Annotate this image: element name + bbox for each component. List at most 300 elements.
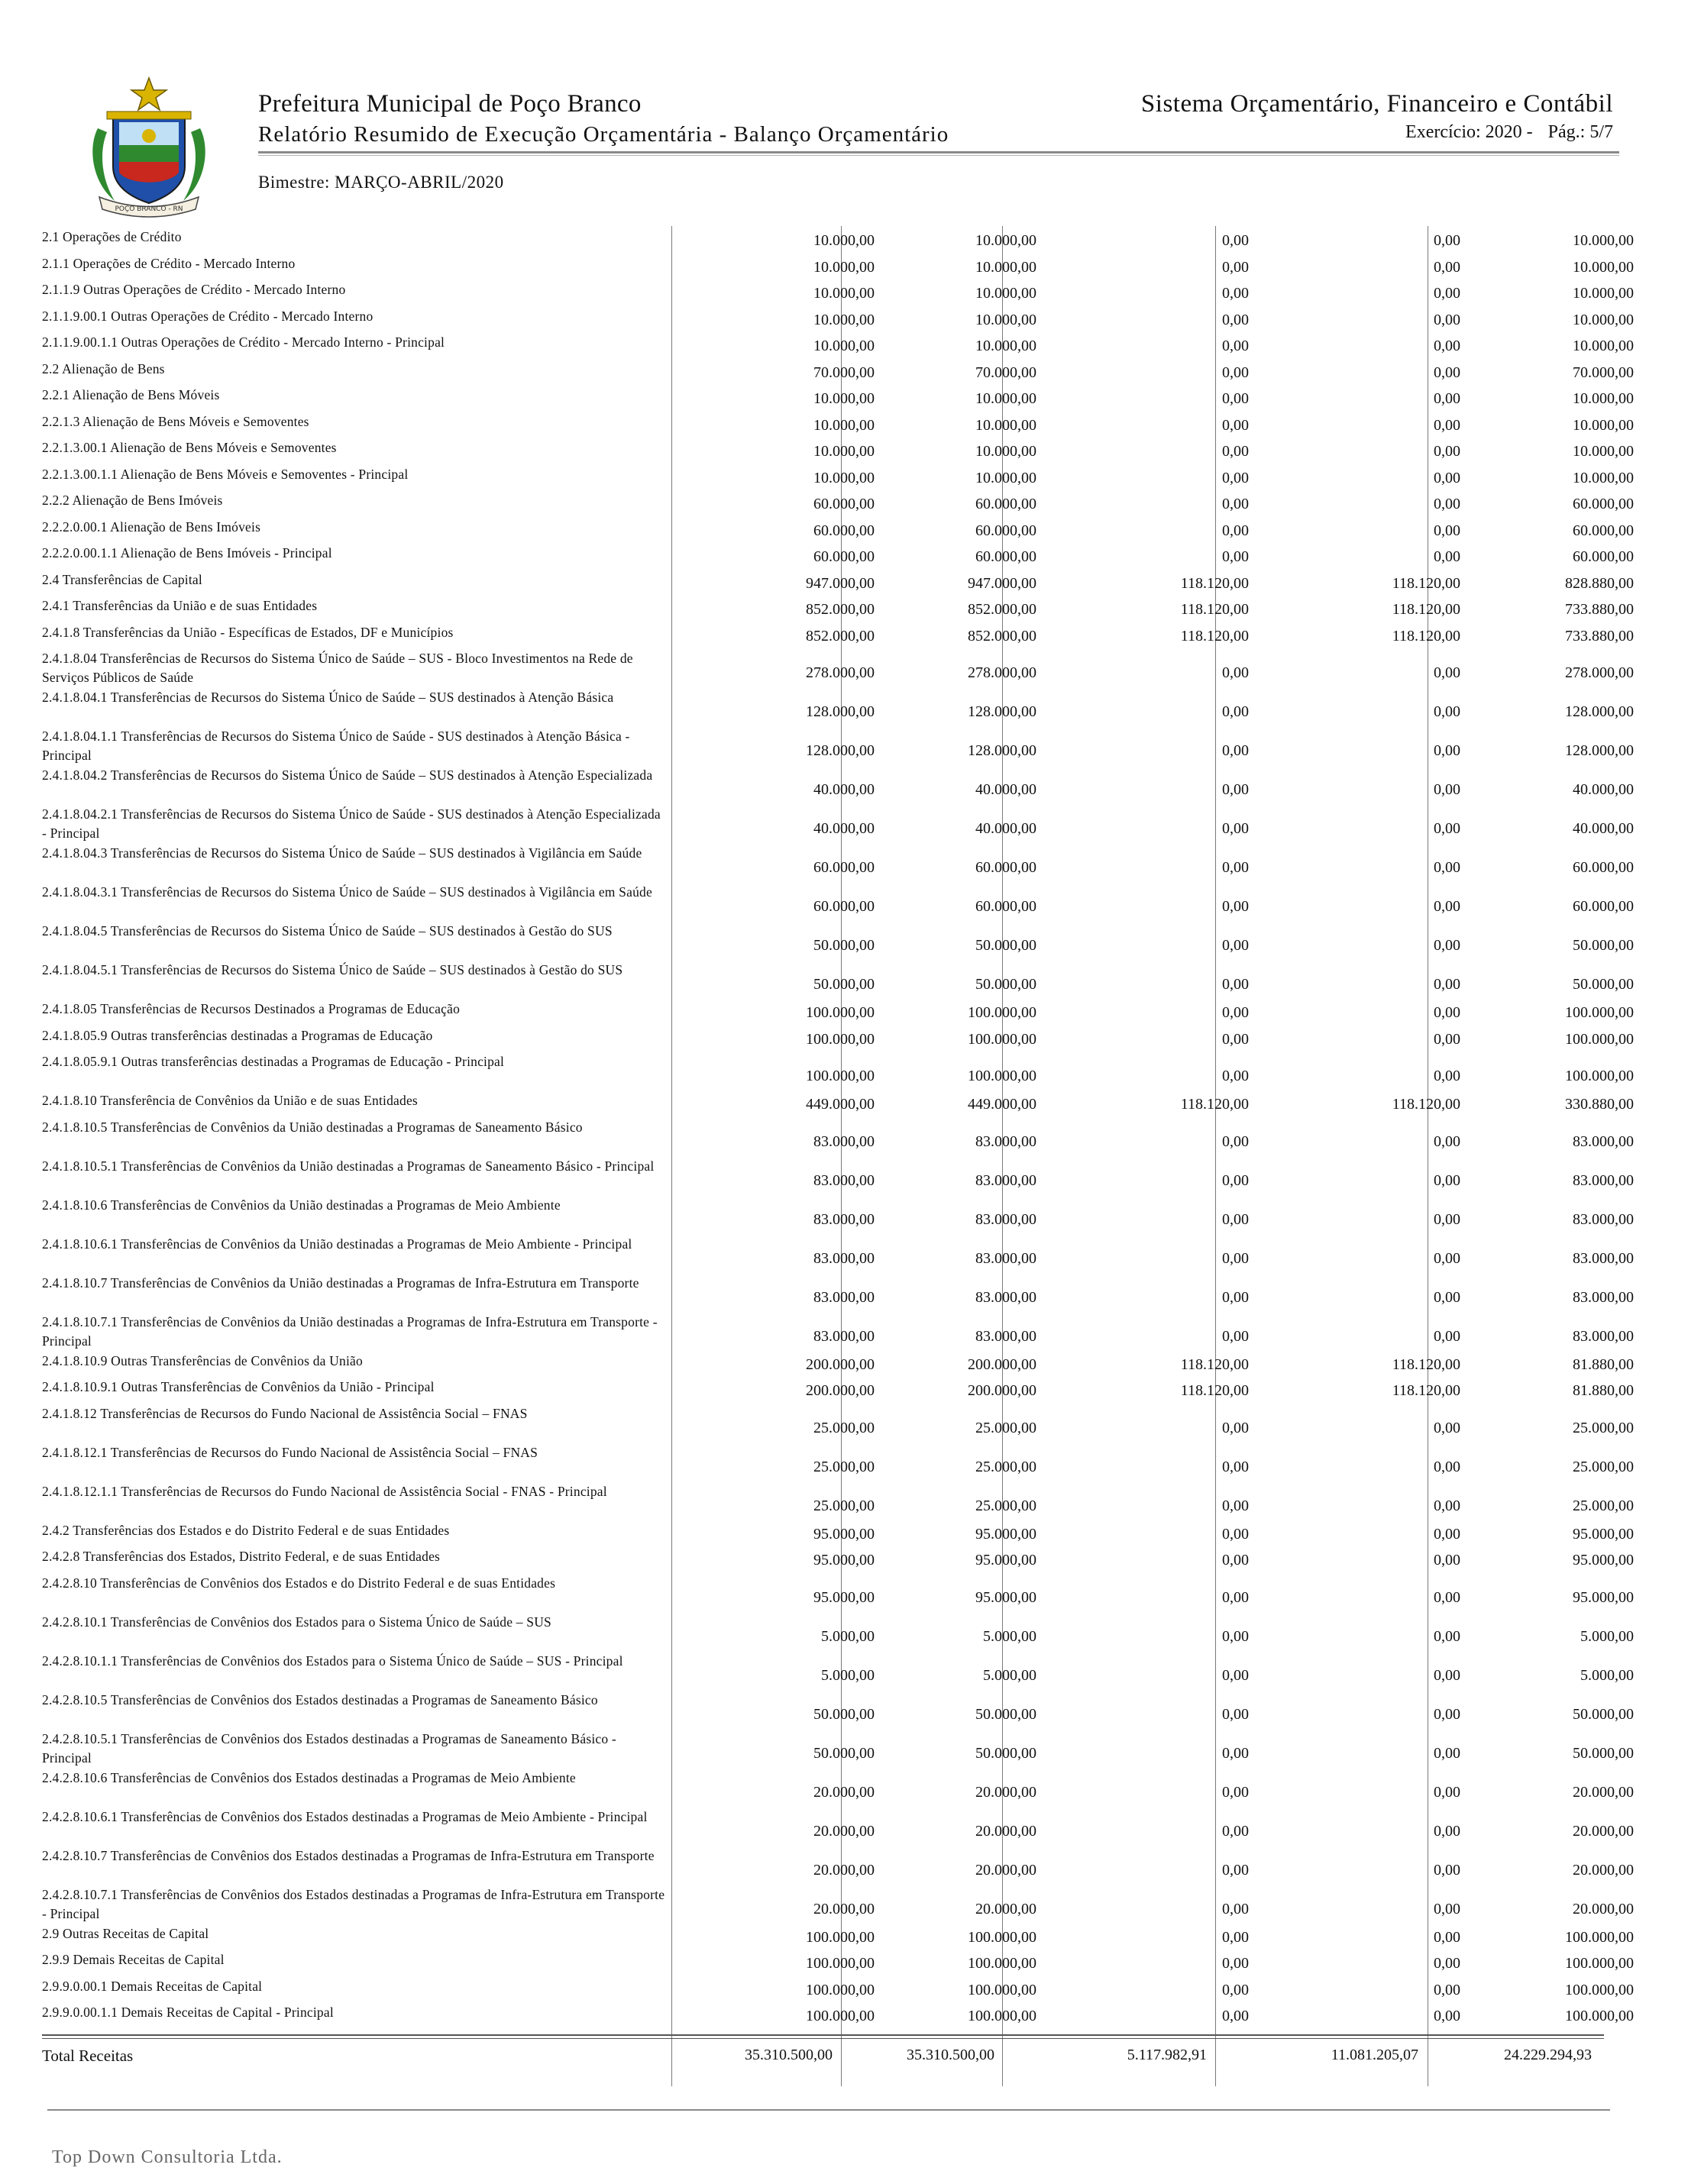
table-row: [42, 1806, 1634, 1845]
row-value-col5: 83.000,00: [1573, 1171, 1634, 1189]
row-value-col5: 128.000,00: [1565, 703, 1634, 720]
row-value-col2: 200.000,00: [968, 1382, 1036, 1399]
row-value-col3: 0,00: [1222, 311, 1249, 328]
table-row: [42, 1845, 1634, 1884]
row-value-col2: 100.000,00: [968, 1030, 1036, 1048]
row-value-col5: 100.000,00: [1565, 1981, 1634, 1998]
row-value-col1: 10.000,00: [813, 443, 875, 460]
row-value-col2: 95.000,00: [975, 1552, 1036, 1569]
row-value-col5: 278.000,00: [1565, 664, 1634, 681]
table-row: [42, 437, 1634, 464]
row-value-col3: 0,00: [1222, 469, 1249, 486]
row-value-col3: 0,00: [1222, 1900, 1249, 1917]
table-row: [42, 998, 1634, 1025]
row-value-col2: 10.000,00: [975, 443, 1036, 460]
row-value-col3: 0,00: [1222, 1458, 1249, 1475]
table-row: [42, 253, 1634, 279]
row-value-col3: 0,00: [1222, 1419, 1249, 1436]
table-row: [42, 358, 1634, 385]
row-value-col3: 118.120,00: [1180, 1096, 1249, 1113]
row-value-col2: 100.000,00: [968, 1068, 1036, 1084]
row-value-col4: 0,00: [1434, 703, 1460, 720]
total-divider: [42, 2034, 1604, 2036]
row-description: 2.4.2.8.10.1 Transferências de Convênios dos Estados para o Sistema Único de Saúde – SUS: [42, 1614, 551, 1630]
row-value-col3: 0,00: [1222, 937, 1249, 954]
row-value-col3: 0,00: [1222, 1955, 1249, 1972]
row-value-col4: 0,00: [1434, 1288, 1460, 1306]
total-value: 35.310.500,00: [907, 2047, 994, 2063]
total-value: 35.310.500,00: [745, 2047, 833, 2063]
row-value-col3: 0,00: [1222, 1783, 1249, 1801]
row-value-col1: 25.000,00: [813, 1419, 875, 1436]
row-value-col1: 100.000,00: [806, 1928, 875, 1946]
row-value-col1: 40.000,00: [813, 781, 875, 798]
row-description: 2.4.2.8.10.7.1 Transferências de Convênios dos Estados destinadas a Programas de Infra-Estrutura em Transporte - Principal: [42, 1886, 665, 1921]
row-value-col4: 0,00: [1434, 311, 1460, 328]
row-value-col5: 60.000,00: [1573, 522, 1634, 539]
table-row: [42, 542, 1634, 569]
row-value-col1: 5.000,00: [821, 1666, 875, 1684]
row-description: 2.4 Transferências de Capital: [42, 571, 202, 587]
row-value-col2: 60.000,00: [975, 898, 1036, 915]
row-value-col5: 10.000,00: [1573, 258, 1634, 276]
row-description: 2.4.2.8.10.6 Transferências de Convênios dos Estados destinadas a Programas de Meio Ambiente: [42, 1769, 576, 1785]
row-value-col5: 81.880,00: [1573, 1382, 1634, 1399]
row-value-col5: 60.000,00: [1573, 548, 1634, 565]
row-value-col5: 60.000,00: [1573, 898, 1634, 915]
row-value-col2: 25.000,00: [975, 1497, 1036, 1514]
table-row: [42, 1403, 1634, 1442]
row-description: 2.4.2.8.10.5 Transferências de Convênios dos Estados destinadas a Programas de Saneamento Básico: [42, 1691, 598, 1707]
row-value-col2: 70.000,00: [975, 363, 1036, 381]
row-description: 2.4.2 Transferências dos Estados e do Distrito Federal e de suas Entidades: [42, 1522, 450, 1538]
row-description: 2.4.1.8.04 Transferências de Recursos do Sistema Único de Saúde – SUS - Bloco Investimentos na Rede de Serviços Públicos de Saúde: [42, 651, 633, 685]
table-row: [42, 1520, 1634, 1546]
row-value-col5: 733.880,00: [1565, 601, 1634, 618]
row-value-col1: 50.000,00: [813, 1744, 875, 1762]
row-value-col4: 0,00: [1434, 285, 1460, 302]
row-description: 2.4.1.8.10 Transferência de Convênios da União e de suas Entidades: [42, 1093, 418, 1108]
budget-table: [42, 226, 1634, 2028]
row-value-col2: 947.000,00: [968, 574, 1036, 592]
row-value-col3: 0,00: [1222, 1030, 1249, 1048]
row-description: 2.1.1 Operações de Crédito - Mercado Interno: [42, 255, 296, 271]
row-value-col4: 0,00: [1434, 1458, 1460, 1475]
row-value-col4: 0,00: [1434, 338, 1460, 354]
row-description: 2.4.1.8.04.1 Transferências de Recursos do Sistema Único de Saúde – SUS destinados à Atenção Básica: [42, 690, 614, 705]
table-row: [42, 331, 1634, 358]
row-value-col3: 0,00: [1222, 664, 1249, 681]
row-value-col1: 100.000,00: [806, 1004, 875, 1021]
row-value-col3: 0,00: [1222, 232, 1249, 249]
row-value-col2: 10.000,00: [975, 416, 1036, 434]
table-row: [42, 411, 1634, 438]
row-value-col4: 0,00: [1434, 937, 1460, 954]
row-value-col4: 0,00: [1434, 1955, 1460, 1972]
row-value-col4: 0,00: [1434, 1861, 1460, 1879]
row-value-col1: 10.000,00: [813, 311, 875, 328]
row-value-col3: 0,00: [1222, 781, 1249, 798]
row-value-col2: 852.000,00: [968, 601, 1036, 618]
row-value-col3: 0,00: [1222, 416, 1249, 434]
table-row: [42, 226, 1634, 253]
row-value-col4: 0,00: [1434, 1900, 1460, 1917]
row-value-col4: 0,00: [1434, 1068, 1460, 1084]
row-value-col5: 10.000,00: [1573, 338, 1634, 354]
row-value-col5: 330.880,00: [1565, 1096, 1634, 1113]
row-value-col1: 100.000,00: [806, 1030, 875, 1048]
row-value-col5: 83.000,00: [1573, 1327, 1634, 1345]
row-description: 2.4.1.8.10.6 Transferências de Convênios da União destinadas a Programas de Meio Ambiente: [42, 1197, 561, 1213]
row-value-col1: 10.000,00: [813, 390, 875, 407]
row-value-col3: 0,00: [1222, 1132, 1249, 1150]
row-value-col1: 100.000,00: [806, 1068, 875, 1084]
row-value-col5: 100.000,00: [1565, 1004, 1634, 1021]
row-value-col3: 0,00: [1222, 1588, 1249, 1606]
row-value-col5: 100.000,00: [1565, 1928, 1634, 1946]
row-value-col4: 0,00: [1434, 976, 1460, 993]
row-value-col2: 200.000,00: [968, 1355, 1036, 1373]
row-description: 2.4.1.8.10.5.1 Transferências de Convênios da União destinadas a Programas de Saneamento Básico - Principal: [42, 1158, 655, 1174]
row-description: 2.4.1.8.12.1 Transferências de Recursos do Fundo Nacional de Assistência Social – FNAS: [42, 1444, 538, 1460]
total-value: 24.229.294,93: [1504, 2047, 1592, 2063]
row-value-col1: 50.000,00: [813, 976, 875, 993]
row-description: 2.4.1.8.10.7 Transferências de Convênios da União destinadas a Programas de Infra-Estrutura em Transporte: [42, 1275, 639, 1291]
row-value-col2: 20.000,00: [975, 1783, 1036, 1801]
row-description: 2.2 Alienação de Bens: [42, 360, 165, 376]
table-row: [42, 305, 1634, 332]
row-value-col3: 0,00: [1222, 1552, 1249, 1569]
row-value-col4: 0,00: [1434, 1030, 1460, 1048]
row-description: 2.4.1.8.04.5 Transferências de Recursos do Sistema Único de Saúde – SUS destinados à Gestão do SUS: [42, 923, 613, 939]
row-value-col4: 0,00: [1434, 742, 1460, 759]
footer-divider: [47, 2109, 1610, 2111]
table-row: [42, 920, 1634, 959]
row-value-col3: 118.120,00: [1180, 601, 1249, 618]
table-row: [42, 1194, 1634, 1233]
row-value-col1: 20.000,00: [813, 1783, 875, 1801]
row-value-col5: 828.880,00: [1565, 574, 1634, 592]
table-row: [42, 516, 1634, 543]
row-description: 2.1.1.9.00.1 Outras Operações de Crédito - Mercado Interno: [42, 308, 373, 324]
row-value-col3: 0,00: [1222, 1288, 1249, 1306]
row-value-col3: 0,00: [1222, 285, 1249, 302]
row-value-col1: 449.000,00: [806, 1096, 875, 1113]
row-value-col1: 10.000,00: [813, 258, 875, 276]
row-value-col4: 0,00: [1434, 1419, 1460, 1436]
table-row: [42, 1311, 1634, 1350]
row-description: 2.2.2.0.00.1 Alienação de Bens Imóveis: [42, 519, 261, 535]
table-row: [42, 1650, 1634, 1689]
row-value-col2: 100.000,00: [968, 1928, 1036, 1946]
row-description: 2.4.1.8 Transferências da União - Específicas de Estados, DF e Municípios: [42, 624, 454, 640]
table-row: [42, 1767, 1634, 1806]
row-value-col5: 100.000,00: [1565, 2008, 1634, 2024]
row-value-col2: 83.000,00: [975, 1171, 1036, 1189]
table-row: [42, 2001, 1634, 2028]
row-value-col4: 0,00: [1434, 1525, 1460, 1543]
row-value-col5: 20.000,00: [1573, 1783, 1634, 1801]
row-value-col4: 0,00: [1434, 1497, 1460, 1514]
row-description: 2.2.1.3.00.1 Alienação de Bens Móveis e Semoventes: [42, 440, 337, 455]
row-value-col1: 50.000,00: [813, 1705, 875, 1723]
row-value-col5: 83.000,00: [1573, 1210, 1634, 1228]
row-value-col3: 0,00: [1222, 742, 1249, 759]
table-row: [42, 803, 1634, 842]
row-value-col5: 25.000,00: [1573, 1419, 1634, 1436]
row-value-col4: 118.120,00: [1392, 601, 1460, 618]
row-value-col5: 733.880,00: [1565, 627, 1634, 645]
page-number: Pág.: 5/7: [1547, 122, 1613, 142]
page-title: Prefeitura Municipal de Poço Branco: [258, 90, 642, 118]
table-row: [42, 1442, 1634, 1481]
row-value-col2: 95.000,00: [975, 1588, 1036, 1606]
row-value-col5: 83.000,00: [1573, 1249, 1634, 1267]
row-value-col5: 95.000,00: [1573, 1588, 1634, 1606]
row-value-col1: 100.000,00: [806, 1955, 875, 1972]
row-value-col5: 50.000,00: [1573, 976, 1634, 993]
exercise-page: [1405, 122, 1613, 143]
row-description: 2.4.2.8.10.1.1 Transferências de Convênios dos Estados para o Sistema Único de Saúde – SUS - Principal: [42, 1653, 623, 1669]
row-value-col4: 118.120,00: [1392, 1382, 1460, 1399]
total-label: Total Receitas: [42, 2047, 134, 2065]
row-value-col4: 0,00: [1434, 1552, 1460, 1569]
row-value-col2: 50.000,00: [975, 1744, 1036, 1762]
header-divider: [258, 151, 1619, 153]
row-value-col1: 5.000,00: [821, 1627, 875, 1645]
row-description: 2.4.1.8.10.5 Transferências de Convênios da União destinadas a Programas de Saneamento Básico: [42, 1119, 583, 1135]
table-row: [42, 1976, 1634, 2002]
row-description: 2.4.1.8.10.9.1 Outras Transferências de Convênios da União - Principal: [42, 1379, 435, 1394]
bimestre-label: Bimestre: MARÇO-ABRIL/2020: [258, 173, 504, 192]
row-value-col2: 83.000,00: [975, 1249, 1036, 1267]
row-value-col5: 95.000,00: [1573, 1525, 1634, 1543]
row-value-col4: 0,00: [1434, 1627, 1460, 1645]
row-description: 2.4.1.8.05.9.1 Outras transferências destinadas a Programas de Educação - Principal: [42, 1054, 505, 1069]
row-value-col1: 60.000,00: [813, 496, 875, 512]
footer-text: Top Down Consultoria Ltda.: [52, 2147, 283, 2167]
row-value-col3: 0,00: [1222, 1525, 1249, 1543]
row-value-col4: 0,00: [1434, 1171, 1460, 1189]
row-value-col3: 0,00: [1222, 1981, 1249, 1998]
row-value-col3: 118.120,00: [1180, 1355, 1249, 1373]
row-value-col1: 60.000,00: [813, 522, 875, 539]
table-row: [42, 1350, 1634, 1377]
row-value-col5: 40.000,00: [1573, 781, 1634, 798]
row-value-col4: 0,00: [1434, 1588, 1460, 1606]
row-value-col4: 0,00: [1434, 2008, 1460, 2024]
row-value-col1: 95.000,00: [813, 1588, 875, 1606]
row-value-col4: 118.120,00: [1392, 627, 1460, 645]
row-value-col4: 0,00: [1434, 522, 1460, 539]
row-value-col5: 81.880,00: [1573, 1355, 1634, 1373]
row-value-col2: 60.000,00: [975, 859, 1036, 876]
row-description: 2.4.2.8 Transferências dos Estados, Distrito Federal, e de suas Entidades: [42, 1549, 441, 1564]
row-value-col3: 118.120,00: [1180, 627, 1249, 645]
row-value-col4: 0,00: [1434, 664, 1460, 681]
row-value-col5: 70.000,00: [1573, 363, 1634, 381]
row-description: 2.1 Operações de Crédito: [42, 229, 182, 244]
row-value-col1: 83.000,00: [813, 1210, 875, 1228]
row-value-col5: 60.000,00: [1573, 496, 1634, 512]
row-value-col3: 0,00: [1222, 363, 1249, 381]
table-row: [42, 648, 1634, 687]
row-value-col2: 100.000,00: [968, 1004, 1036, 1021]
row-value-col4: 0,00: [1434, 548, 1460, 565]
table-row: [42, 764, 1634, 803]
row-value-col2: 95.000,00: [975, 1525, 1036, 1543]
row-value-col2: 10.000,00: [975, 390, 1036, 407]
municipal-crest-icon: [84, 75, 214, 220]
row-value-col5: 10.000,00: [1573, 285, 1634, 302]
row-value-col3: 0,00: [1222, 1627, 1249, 1645]
row-value-col4: 0,00: [1434, 469, 1460, 486]
row-description: 2.2.1 Alienação de Bens Móveis: [42, 387, 220, 402]
row-description: 2.4.1.8.10.6.1 Transferências de Convênios da União destinadas a Programas de Meio Ambiente - Principal: [42, 1236, 632, 1252]
table-row: [42, 1481, 1634, 1520]
row-value-col1: 60.000,00: [813, 859, 875, 876]
table-row: [42, 1572, 1634, 1611]
row-description: 2.4.1.8.04.2.1 Transferências de Recursos do Sistema Único de Saúde - SUS destinados à Atenção Especializada - Principal: [42, 806, 661, 841]
row-value-col3: 0,00: [1222, 1171, 1249, 1189]
row-value-col5: 20.000,00: [1573, 1861, 1634, 1879]
table-row: [42, 1051, 1634, 1090]
row-value-col4: 0,00: [1434, 1705, 1460, 1723]
row-value-col5: 50.000,00: [1573, 937, 1634, 954]
row-value-col1: 25.000,00: [813, 1458, 875, 1475]
row-description: 2.4.1 Transferências da União e de suas Entidades: [42, 598, 318, 613]
row-value-col3: 0,00: [1222, 1861, 1249, 1879]
row-value-col2: 852.000,00: [968, 627, 1036, 645]
row-value-col5: 50.000,00: [1573, 1744, 1634, 1762]
row-value-col3: 0,00: [1222, 898, 1249, 915]
row-value-col2: 20.000,00: [975, 1900, 1036, 1917]
row-value-col4: 0,00: [1434, 416, 1460, 434]
row-value-col2: 5.000,00: [983, 1627, 1036, 1645]
row-value-col1: 95.000,00: [813, 1552, 875, 1569]
row-value-col1: 83.000,00: [813, 1327, 875, 1345]
row-value-col5: 60.000,00: [1573, 859, 1634, 876]
table-row: [42, 595, 1634, 622]
row-value-col1: 200.000,00: [806, 1382, 875, 1399]
row-description: 2.9.9.0.00.1.1 Demais Receitas de Capital - Principal: [42, 2005, 334, 2020]
row-value-col2: 449.000,00: [968, 1096, 1036, 1113]
row-value-col5: 128.000,00: [1565, 742, 1634, 759]
row-description: 2.4.1.8.04.1.1 Transferências de Recursos do Sistema Único de Saúde - SUS destinados à Atenção Básica - Principal: [42, 729, 630, 763]
row-value-col1: 128.000,00: [806, 703, 875, 720]
table-row: [42, 687, 1634, 725]
row-value-col4: 0,00: [1434, 1210, 1460, 1228]
row-description: 2.4.2.8.10.5.1 Transferências de Convênios dos Estados destinadas a Programas de Saneamento Básico - Principal: [42, 1730, 616, 1766]
table-row: [42, 1155, 1634, 1194]
row-value-col4: 0,00: [1434, 232, 1460, 249]
row-value-col5: 10.000,00: [1573, 390, 1634, 407]
row-description: 2.4.2.8.10.6.1 Transferências de Convênios dos Estados destinadas a Programas de Meio Ambiente - Principal: [42, 1808, 648, 1824]
row-value-col4: 0,00: [1434, 820, 1460, 837]
row-value-col1: 60.000,00: [813, 548, 875, 565]
row-value-col4: 0,00: [1434, 1928, 1460, 1946]
row-value-col4: 0,00: [1434, 781, 1460, 798]
row-value-col1: 83.000,00: [813, 1249, 875, 1267]
table-row: [42, 1546, 1634, 1572]
row-value-col4: 0,00: [1434, 1132, 1460, 1150]
table-row: [42, 725, 1634, 764]
row-value-col2: 60.000,00: [975, 548, 1036, 565]
row-description: 2.4.1.8.10.7.1 Transferências de Convênios da União destinadas a Programas de Infra-Estrutura em Transporte - Principal: [42, 1313, 658, 1349]
table-row: [42, 1689, 1634, 1728]
table-row: [42, 384, 1634, 411]
row-value-col1: 10.000,00: [813, 416, 875, 434]
table-row: [42, 569, 1634, 596]
row-value-col2: 10.000,00: [975, 469, 1036, 486]
table-row: [42, 1116, 1634, 1155]
row-value-col3: 0,00: [1222, 1928, 1249, 1946]
row-value-col1: 278.000,00: [806, 664, 875, 681]
row-value-col1: 20.000,00: [813, 1822, 875, 1840]
table-row: [42, 1728, 1634, 1767]
row-value-col4: 0,00: [1434, 859, 1460, 876]
row-value-col2: 25.000,00: [975, 1458, 1036, 1475]
row-description: 2.4.1.8.10.9 Outras Transferências de Convênios da União: [42, 1352, 363, 1368]
row-value-col5: 20.000,00: [1573, 1822, 1634, 1840]
crest-banner-text: POÇO BRANCO - RN: [115, 205, 183, 213]
row-description: 2.4.2.8.10 Transferências de Convênios dos Estados e do Distrito Federal e de suas Entidades: [42, 1575, 556, 1591]
row-value-col3: 0,00: [1222, 338, 1249, 354]
row-description: 2.2.2.0.00.1.1 Alienação de Bens Imóveis - Principal: [42, 545, 332, 561]
row-value-col2: 100.000,00: [968, 1955, 1036, 1972]
row-value-col1: 60.000,00: [813, 898, 875, 915]
row-value-col2: 10.000,00: [975, 258, 1036, 276]
row-value-col1: 83.000,00: [813, 1288, 875, 1306]
row-value-col2: 60.000,00: [975, 522, 1036, 539]
row-value-col1: 128.000,00: [806, 742, 875, 759]
row-description: 2.4.1.8.05.9 Outras transferências destinadas a Programas de Educação: [42, 1027, 433, 1043]
row-description: 2.4.1.8.04.2 Transferências de Recursos do Sistema Único de Saúde – SUS destinados à Atenção Especializada: [42, 767, 653, 783]
row-value-col3: 118.120,00: [1180, 1382, 1249, 1399]
table-row: [42, 1272, 1634, 1311]
row-description: 2.4.1.8.12.1.1 Transferências de Recursos do Fundo Nacional de Assistência Social - FNAS - Principal: [42, 1483, 607, 1499]
row-value-col1: 852.000,00: [806, 627, 875, 645]
row-description: 2.2.1.3.00.1.1 Alienação de Bens Móveis e Semoventes - Principal: [42, 466, 409, 482]
row-value-col4: 0,00: [1434, 1666, 1460, 1684]
row-value-col5: 83.000,00: [1573, 1132, 1634, 1150]
system-name: Sistema Orçamentário, Financeiro e Contábil: [1140, 90, 1613, 118]
row-description: 2.9.9 Demais Receitas de Capital: [42, 1952, 225, 1967]
row-value-col3: 0,00: [1222, 1666, 1249, 1684]
row-value-col4: 118.120,00: [1392, 574, 1460, 592]
row-value-col4: 0,00: [1434, 443, 1460, 460]
row-value-col2: 25.000,00: [975, 1419, 1036, 1436]
row-value-col1: 40.000,00: [813, 820, 875, 837]
row-value-col2: 83.000,00: [975, 1288, 1036, 1306]
row-value-col4: 0,00: [1434, 1327, 1460, 1345]
row-value-col1: 70.000,00: [813, 363, 875, 381]
row-description: 2.4.1.8.04.5.1 Transferências de Recursos do Sistema Único de Saúde – SUS destinados à Gestão do SUS: [42, 962, 623, 977]
row-value-col2: 60.000,00: [975, 496, 1036, 512]
row-value-col5: 40.000,00: [1573, 820, 1634, 837]
total-value: 5.117.982,91: [1127, 2047, 1207, 2063]
row-value-col2: 83.000,00: [975, 1210, 1036, 1228]
row-value-col5: 10.000,00: [1573, 469, 1634, 486]
row-description: 2.2.1.3 Alienação de Bens Móveis e Semoventes: [42, 413, 309, 429]
row-value-col1: 50.000,00: [813, 937, 875, 954]
table-row: [42, 1949, 1634, 1976]
table-row: [42, 622, 1634, 648]
row-value-col2: 100.000,00: [968, 1981, 1036, 1998]
row-value-col1: 10.000,00: [813, 469, 875, 486]
row-value-col3: 0,00: [1222, 1210, 1249, 1228]
row-description: 2.9 Outras Receitas de Capital: [42, 1925, 209, 1941]
